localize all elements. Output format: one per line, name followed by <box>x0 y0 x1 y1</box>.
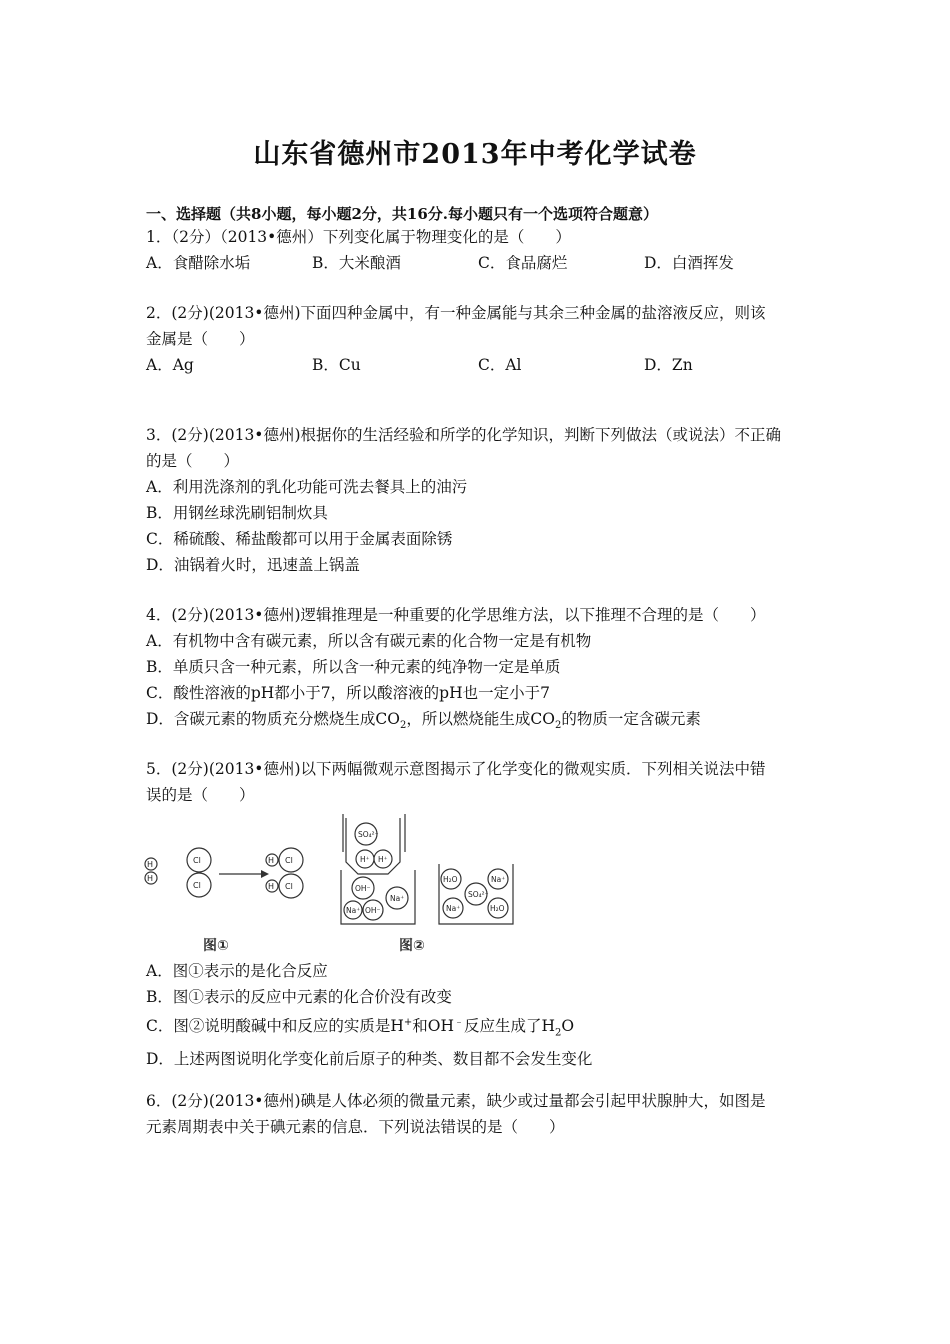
option-d: D．含碳元素的物质充分燃烧生成$CO_2$，所以燃烧能生成$CO_2$的物质一定含碳元素 <box>146 710 701 732</box>
cl-atom: Cl <box>285 856 293 865</box>
page-title: 山东省德州市2013年中考化学试卷 <box>253 139 697 170</box>
options-row <box>146 250 810 276</box>
question-stem: 2．(2分)(2013•德州)下面四种金属中，有一种金属能与其余三种金属的盐溶液反应，则该 <box>146 304 766 322</box>
question-stem: 6．(2分)(2013•德州)碘是人体必须的微量元素，缺少或过量都会引起甲状腺肿大，如图是 <box>146 1092 766 1110</box>
figure-1-label: 图① <box>203 938 229 954</box>
option-b: B．Cu <box>312 356 361 374</box>
question-stem: 5．(2分)(2013•德州)以下两幅微观示意图揭示了化学变化的微观实质．下列相关说法中错 <box>146 760 766 778</box>
h-atom: H <box>147 874 154 883</box>
question-5 <box>146 756 810 808</box>
question-stem-cont: 误的是（ ） <box>146 786 255 804</box>
question-stem: 3．(2分)(2013•德州)根据你的生活经验和所学的化学知识，判断下列做法（或说法）不正确 <box>146 426 782 444</box>
question-4 <box>146 602 810 739</box>
question-stem-cont: 金属是（ ） <box>146 330 255 348</box>
oh-ion: OH⁻ <box>365 906 381 915</box>
question-6 <box>146 1088 810 1140</box>
question-5-options <box>146 958 810 1072</box>
question-stem-cont: 的是（ ） <box>146 452 240 470</box>
option-b: B．图①表示的反应中元素的化合价没有改变 <box>146 988 452 1006</box>
section-heading: 一、选择题（共8小题，每小题2分，共16分.每小题只有一个选项符合题意） <box>146 205 658 223</box>
cl-atom: Cl <box>193 881 201 890</box>
options-row <box>146 352 810 378</box>
figure-2-label: 图② <box>399 938 425 954</box>
na-ion: Na⁺ <box>446 904 461 913</box>
option-c: C．食品腐烂 <box>478 254 568 272</box>
question-stem: 4．(2分)(2013•德州)逻辑推理是一种重要的化学思维方法，以下推理不合理的是（ ） <box>146 606 766 624</box>
h2o-molecule: H₂O <box>490 904 505 913</box>
option-a: A．利用洗涤剂的乳化功能可洗去餐具上的油污 <box>146 478 468 496</box>
option-d: D．上述两图说明化学变化前后原子的种类、数目都不会发生变化 <box>146 1050 593 1069</box>
option-c: C．稀硫酸、稀盐酸都可以用于金属表面除锈 <box>146 530 453 548</box>
option-b: B．单质只含一种元素，所以含一种元素的纯净物一定是单质 <box>146 658 561 676</box>
option-d: D．Zn <box>644 356 693 374</box>
h-atom: H <box>268 856 275 865</box>
so4-ion: SO₄²⁻ <box>358 830 379 839</box>
h-plus-ion: H⁺ <box>378 855 388 864</box>
option-d: D．白酒挥发 <box>644 254 734 272</box>
h-atom: H <box>268 882 275 891</box>
cl-atom: Cl <box>193 856 201 865</box>
question-3 <box>146 422 810 578</box>
option-a: A．图①表示的是化合反应 <box>146 962 328 980</box>
figure-2-dropper <box>343 814 405 874</box>
oh-ion: OH⁻ <box>355 884 371 893</box>
question-stem: 1．（2分）（2013•德州）下列变化属于物理变化的是（ ） <box>146 228 571 246</box>
option-c: C．Al <box>478 356 522 374</box>
option-a: A．有机物中含有碳元素，所以含有碳元素的化合物一定是有机物 <box>146 632 592 650</box>
na-ion: Na⁺ <box>491 875 506 884</box>
micro-diagram-figure <box>143 812 523 964</box>
question-stem-cont: 元素周期表中关于碘元素的信息．下列说法错误的是（ ） <box>146 1118 565 1136</box>
option-b: B．用钢丝球洗刷铝制炊具 <box>146 504 328 522</box>
option-c: C．酸性溶液的pH都小于7，所以酸溶液的pH也一定小于7 <box>146 684 550 702</box>
question-1 <box>146 224 810 276</box>
option-a: A．Ag <box>146 356 194 374</box>
figure-1-reactants <box>145 848 211 897</box>
h-plus-ion: H⁺ <box>360 855 370 864</box>
so4-ion: SO₄²⁻ <box>468 890 489 899</box>
question-2 <box>146 300 810 378</box>
na-ion: Na⁺ <box>346 906 361 915</box>
h2o-molecule: H₂O <box>443 875 458 884</box>
micro-diagram <box>143 812 523 960</box>
na-ion: Na⁺ <box>390 894 405 903</box>
arrow-head <box>261 870 269 878</box>
option-b: B．大米酿酒 <box>312 254 401 272</box>
option-a: A．食醋除水垢 <box>146 254 251 272</box>
h-atom: H <box>147 860 154 869</box>
cl-atom: Cl <box>285 882 293 891</box>
option-c: C．图②说明酸碱中和反应的实质是H+和OH﹣反应生成了$H_2O$ <box>146 1017 575 1039</box>
option-d: D．油锅着火时，迅速盖上锅盖 <box>146 556 360 574</box>
